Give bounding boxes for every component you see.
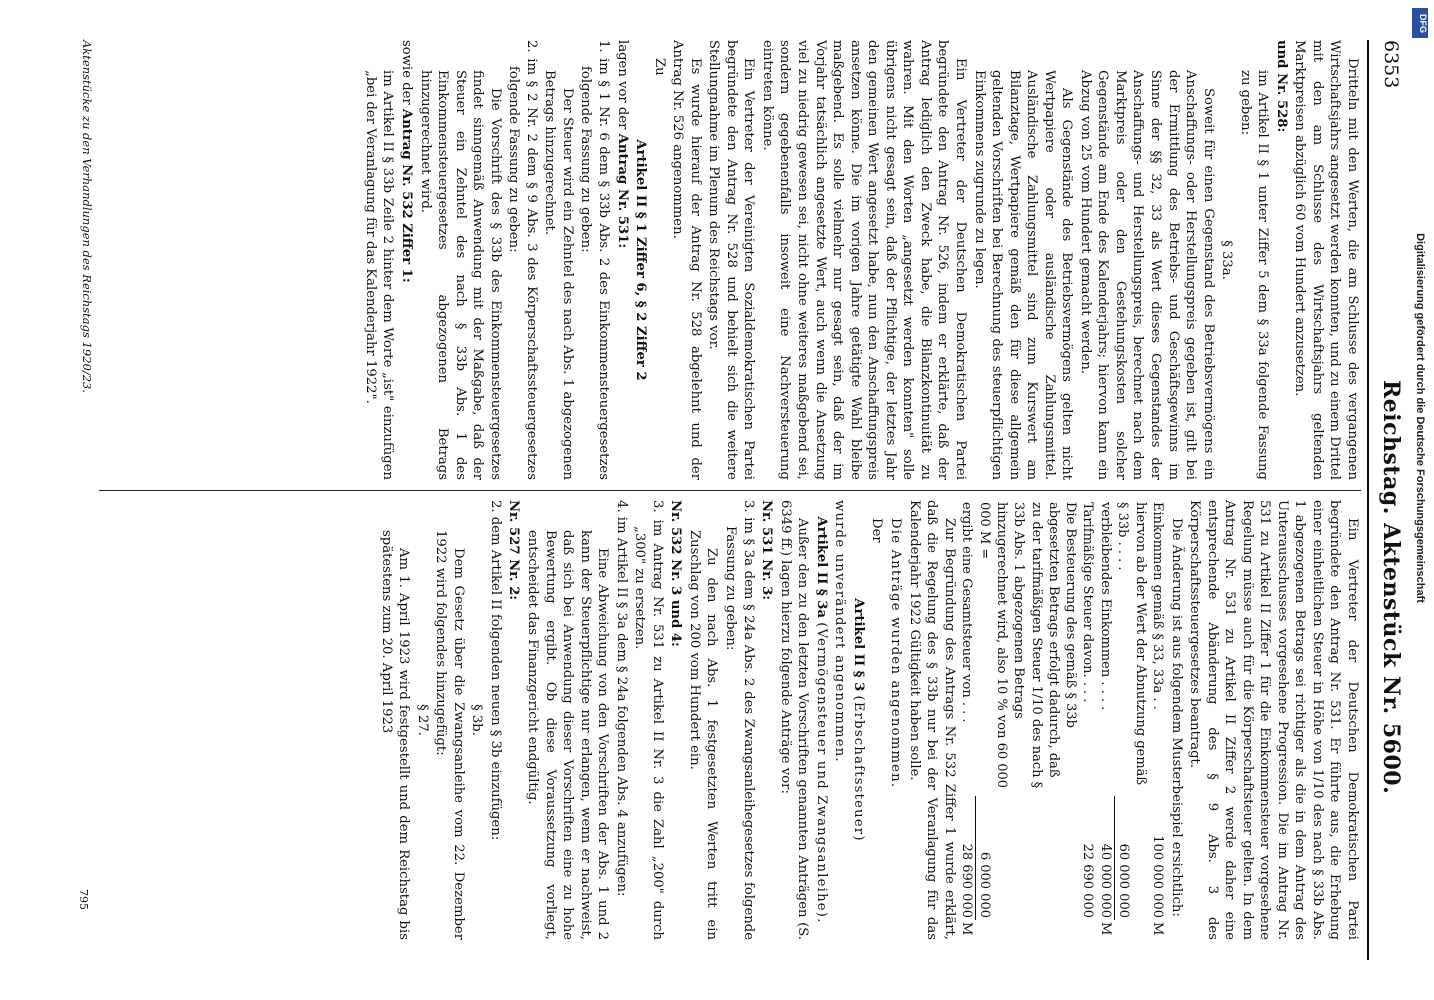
calc-label: verbleibendes Einkommen . . . . <box>1097 502 1113 711</box>
calc-row <box>1079 500 1096 940</box>
motion-label: Nr. 527 Nr. 2: <box>506 500 522 601</box>
motion-label: Nr. 532 Nr. 3 und 4: <box>668 500 684 647</box>
paragraph: Als Gegenstände des Betriebsvermögens gelten nicht Wertpapiere oder ausländische Zahlungsmittel. Ausländische Zahlungsmittel sind zum Kurswert am Bilanztage, Wertpapiere gemäß den für diese allgemein geltenden Vorschriften bei Berechnung des steuerpflichtigen Einkommens zugrunde zu legen. <box>971 70 1075 480</box>
text: sowie der <box>399 40 415 105</box>
calc-label: ergibt eine Gesamtsteuer von . . . <box>958 502 974 723</box>
calc-row <box>958 500 976 940</box>
digitization-credit <box>1410 8 1430 828</box>
section-heading: Artikel II § 1 Ziffer 6, § 2 Ziffer 2 <box>633 139 649 381</box>
left-column <box>99 40 1361 480</box>
list-item: 3. im Antrag Nr. 531 zu Artikel II Nr. 3 die Zahl „200" durch „300" zu ersetzen. <box>632 500 665 940</box>
paragraph: Die Änderung ist aus folgendem Musterbeispiel ersichtlich: <box>1168 518 1184 917</box>
calc-value: 40 000 000 <box>1097 843 1113 918</box>
list-item: 2. dem Artikel II folgenden neuen § 3b einzufügen: <box>487 500 503 841</box>
quote: Der Steuer wird ein Zehntel des nach Abs. 1 abgezogenen Betrags hinzugerechnet. <box>542 70 575 480</box>
paragraph: Zur Begründung des Antrags Nr. 532 Ziffer 1 wurde erklärt, daß die Regelung des § 33b nur bei der Veranlagung für das Kalenderjahr 1922 Gültigkeit haben solle. <box>906 500 957 940</box>
page-header <box>1371 40 1407 960</box>
calc-unit: M <box>1097 922 1113 936</box>
section-heading: Artikel II § 3a <box>813 516 829 619</box>
text: lagen vor der <box>614 40 630 130</box>
calc-value: 100 000 000 <box>1149 835 1165 918</box>
calc-unit: M <box>958 922 974 936</box>
paragraph: Dritteln mit den Werten, die am Schlusse des vergangenen Wirtschaftsjahrs angesetzt werden konnten, und zu einem Drittel mit den am Schlusse des Wirtschaftsjahrs geltenden Marktpreisen abzüglich 60 vom Hundert anzusetzen. <box>1292 40 1360 480</box>
quote: Dem Gesetz über die Zwangsanleihe vom 22. Dezember 1922 wird folgendes hinzugefügt: <box>433 530 466 940</box>
dfg-logo: DFG <box>1412 8 1428 38</box>
motion-label: Antrag Nr. 531: <box>614 133 630 249</box>
rotated-page <box>73 30 1413 970</box>
quote: Die Vorschrift des § 33b des Einkommensteuergesetzes findet sinngemäß Anwendung mit der Maßgabe, daß der Steuer ein Zehntel des nach § 33b Abs. 1 des Einkommensteuergesetzes abgezogenen Betrags hinzugerechnet wird. <box>417 70 503 480</box>
calc-row <box>1149 500 1166 940</box>
calc-label: Einkommen gemäß § 33, 33a . . <box>1149 502 1165 710</box>
paragraph: Die Anträge wurden angenommen. <box>887 518 903 789</box>
zu-label: Zu <box>651 58 667 76</box>
quote: Am 1. April 1923 wird festgestellt und dem Reichstag bis spätestens zum 20. April 1923 <box>378 530 412 940</box>
page-number: 6353 <box>1380 40 1402 89</box>
calc-label: Die Besteuerung des gemäß § 33b abgesetzten Betrags erfolgt dadurch, daß zu der tarifmäßigen Steuer 1/10 des nach § 33b Abs. 1 abgezogenen Betrags hinzugerechnet wird, also 10 % von 60 000 000 M = <box>976 502 1079 789</box>
column-separator <box>99 490 1361 491</box>
credit-text: Digitalisierung gefördert durch die Deutsche Forschungsgemeinschaft <box>1414 233 1426 603</box>
calc-unit <box>1114 920 1149 940</box>
calc-value: 60 000 000 <box>1114 796 1149 920</box>
calc-value: 28 690 000 <box>958 843 974 918</box>
calc-row <box>975 500 1079 940</box>
der-label: Der <box>869 518 885 543</box>
section-mark: § 33a. <box>1219 240 1235 280</box>
list-item: 4. im Artikel II § 3a dem § 24a folgenden Abs. 4 anzufügen: <box>613 500 629 897</box>
section-mark: § 27. <box>414 704 430 736</box>
right-column <box>99 500 1361 940</box>
motion-label: Antrag Nr. 532 Ziffer 1: <box>399 108 415 283</box>
paragraph: im Artikel II § 1 unter Ziffer 5 dem § 33a folgende Fassung zu geben: <box>1237 70 1271 480</box>
paragraph: wurde unverändert angenommen. <box>832 500 848 763</box>
calc-label: Tarifmäßige Steuer davon. . . . <box>1080 502 1096 703</box>
section-note: (Vermögensteuer und Zwangsanleihe). <box>813 622 829 924</box>
example-calculation <box>958 500 1166 940</box>
section-mark: § 3b. <box>469 704 485 736</box>
sheet-number: 795 <box>76 889 90 910</box>
calc-row <box>1114 500 1149 940</box>
quote: Eine Abweichung von den Vorschriften der Abs. 1 und 2 kann der Steuerpflichtige nur erlangen, wenn er nachweist, daß sich bei Anwendung dieser Vorschriften eine zu hohe Bewertung ergibt. Ob diese Voraussetzung vorliegt, entscheidet das Finanzgericht endgültig. <box>525 530 611 940</box>
list-item: 3. im § 3a dem § 24a Abs. 2 des Zwangsanleihegesetzes folgende Fassung zu geben: <box>723 500 756 940</box>
page-title: Reichstag. Aktenstück Nr. 5600. <box>1378 380 1404 795</box>
paragraph: Es wurde hierauf der Antrag Nr. 528 abgelehnt und der Antrag Nr. 526 angenommen. <box>670 40 703 480</box>
paragraph: im Artikel II § 33b Zeile 2 hinter dem Worte „ist" einzufügen „bei der Veranlagung für das Kalenderjahr 1922". <box>362 70 396 480</box>
quote: Zu den nach Abs. 1 festgesetzten Werten tritt ein Zuschlag von 200 vom Hundert ein. <box>686 530 720 940</box>
motion-label: Nr. 531 Nr. 3: <box>759 500 775 601</box>
header-rule <box>1367 40 1369 960</box>
calc-value: 6 000 000 <box>975 796 1079 920</box>
calc-unit: M <box>1149 922 1165 936</box>
list-item: 2. im § 2 Nr. 2 dem § 9 Abs. 3 des Körperschaftssteuergesetzes folgende Fassung zu geben: <box>506 40 539 480</box>
section-heading: Artikel II § 3 <box>850 598 866 692</box>
paragraph: Außer den zu den letzten Vorschriften genannten Anträgen (S. 6349 ff.) lagen hierzu folgende Anträge vor: <box>777 500 811 940</box>
paragraph: Ein Vertreter der Vereinigten Sozialdemokratischen Partei begründete den Antrag Nr. 528 und behielt sich die weitere Stellungnahme im Plenum des Reichstags vor. <box>706 40 757 480</box>
paragraph: Ein Vertreter der Deutschen Demokratischen Partei begründete den Antrag Nr. 526, indem er erklärte, daß der Antrag lediglich den Zweck habe, die Bilanzkontinuität zu wahren. Mit den Worten „angesetzt werden konnten" solle übrigens nicht gesagt sein, daß der Pflichtige, der letztes Jahr den gemeinen Wert angesetzt habe, nun den Anschaffungspreis ansetzen könne. Die im vorigen Jahre getätigte Wahl bleibe maßgebend. Es solle vielmehr nur gesagt sein, daß der im Vorjahr tatsächlich angesetzte Wert, auch wenn die Ansetzung viel zu niedrig gewesen sei, nicht ohne weiteres maßgebend sei, sondern gegebenenfalls insoweit eine Nachversteuerung eintreten könne. <box>759 40 968 480</box>
calc-unit <box>975 920 1079 940</box>
footer-note: Aktenstücke zu den Verhandlungen des Reichstags 1920/23. <box>80 40 95 394</box>
section-note: (Erbschaftssteuer) <box>850 695 866 842</box>
list-item: 1. im § 1 Nr. 6 dem § 33b Abs. 2 des Einkommensteuergesetzes folgende Fassung zu geben: <box>578 40 612 480</box>
calc-unit <box>1079 920 1096 940</box>
calc-value: 22 690 000 <box>1080 843 1096 918</box>
paragraph: Soweit für einen Gegenstand des Betriebsvermögens ein Anschaffungs- oder Herstellungspreis gegeben ist, gilt bei der Ermittlung des Betriebs- und Geschäftsgewinns im Sinne der §§ 32, 33 als Wert dieses Gegenstandes der Anschaffungs- und Herstellungspreis, berechnet nach dem Marktpreis oder den Gestehungskosten solcher Gegenstände am Ende des Kalenderjahrs; hiervon kann ein Abzug von 25 vom Hundert gemacht werden. <box>1077 70 1216 480</box>
motion-label: und Nr. 528: <box>1273 40 1289 133</box>
calc-label: hiervon ab der Wert der Abnutzung gemäß § 33b . . . . <box>1115 502 1148 786</box>
paragraph: Ein Vertreter der Deutschen Demokratischen Partei begründete den Antrag Nr. 531. Er führte aus, die Erhebung einer einheitlichen Steuer in Höhe von 1/10 des nach § 33b Abs. 1 abgezogenen Betrags sei richtiger als die in dem Antrag des Unterausschusses vorgesehene Progression. Die im Antrag Nr. 531 zu Artikel II Ziffer 1 für die Einkommensteuer vorgesehene Regelung müsse auch für die Körperschaftsteuer gelten. In dem Antrag Nr. 531 zu Artikel II Ziffer 2 werde daher eine entsprechende Abänderung des § 9 Abs. 3 des Körperschaftssteuergesetzes beantragt. <box>1187 500 1360 940</box>
calc-row <box>1096 500 1114 940</box>
